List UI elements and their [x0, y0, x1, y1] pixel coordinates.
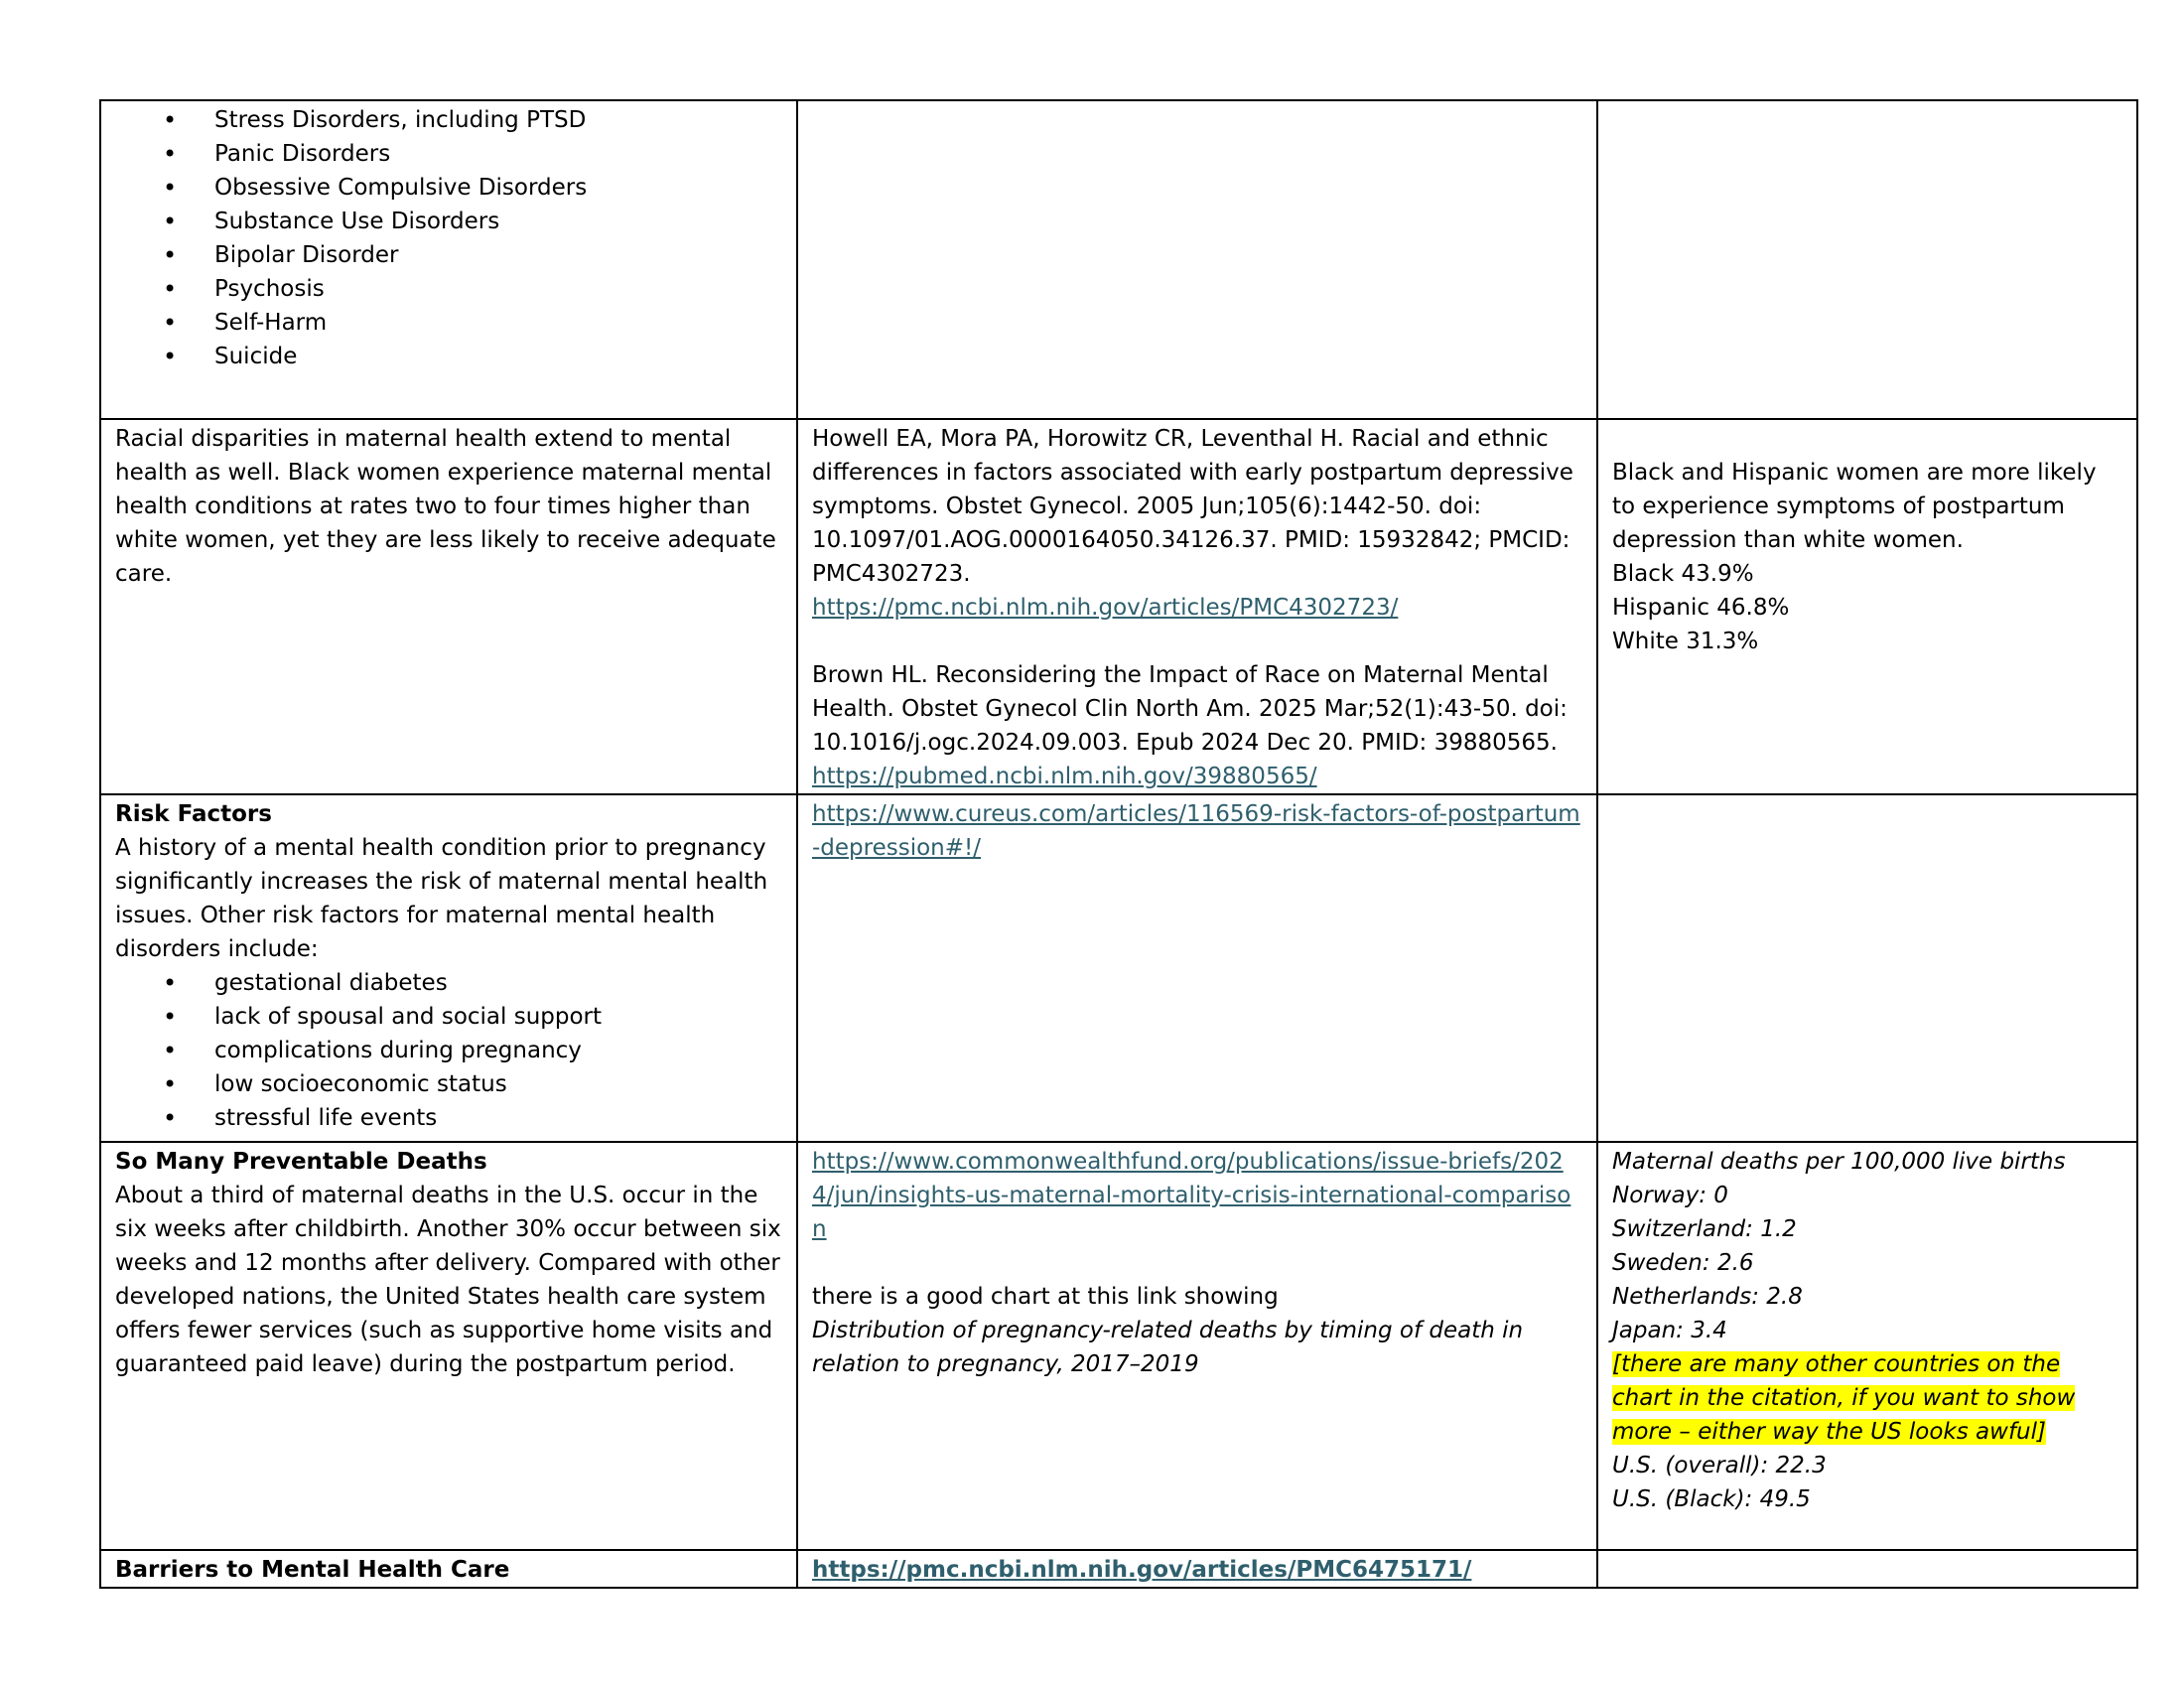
- stat-line: Switzerland: 1.2: [1612, 1216, 1797, 1242]
- stat-line: White 31.3%: [1612, 629, 1759, 654]
- list-item: • low socioeconomic status: [115, 1067, 782, 1101]
- risk-factors-list: [115, 966, 782, 1135]
- risk-factors-text: A history of a mental health condition prior to pregnancy significantly increases the risk of maternal mental health issues. Other risk factors for maternal mental health disorders include:: [115, 835, 768, 962]
- table-cell: [1597, 1550, 2137, 1588]
- citation-link[interactable]: https://pubmed.ncbi.nlm.nih.gov/39880565/: [812, 764, 1317, 789]
- section-heading: So Many Preventable Deaths: [115, 1149, 487, 1175]
- list-item: • Panic Disorders: [115, 137, 782, 171]
- list-item: • Stress Disorders, including PTSD: [115, 103, 782, 137]
- stats-title: Maternal deaths per 100,000 live births: [1612, 1149, 2066, 1175]
- highlighted-comment: [there are many other countries on the chart in the citation, if you want to show more – either way the US looks awful]: [1612, 1351, 2076, 1445]
- citation-link[interactable]: https://pmc.ncbi.nlm.nih.gov/articles/PMC6475171/: [812, 1557, 1472, 1583]
- postpartum-stats-intro: Black and Hispanic women are more likely to experience symptoms of postpartum depression than white women.: [1612, 460, 2097, 553]
- stat-line: Netherlands: 2.8: [1612, 1284, 1803, 1310]
- citation-link[interactable]: https://www.commonwealthfund.org/publications/issue-briefs/2024/jun/insights-us-maternal-mortality-crisis-international-comparison: [812, 1149, 1571, 1242]
- list-item: • Psychosis: [115, 272, 782, 306]
- citation-link[interactable]: https://pmc.ncbi.nlm.nih.gov/articles/PMC4302723/: [812, 595, 1399, 621]
- table-cell: [1597, 1142, 2137, 1550]
- chart-note: there is a good chart at this link showing: [812, 1284, 1279, 1310]
- section-heading: Risk Factors: [115, 801, 272, 827]
- table-cell: [797, 1142, 1597, 1550]
- citation-howell: Howell EA, Mora PA, Horowitz CR, Leventhal H. Racial and ethnic differences in factors associated with early postpartum depressive symptoms. Obstet Gynecol. 2005 Jun;105(6):1442-50. doi: 10.1097/01.AOG.0000164050.34126.37. PMID: 15932842; PMCID: PMC4302723.: [812, 426, 1573, 587]
- spacer: [812, 1246, 1582, 1280]
- spacer: [812, 625, 1582, 658]
- table-row: [100, 794, 2137, 1142]
- list-item: • lack of spousal and social support: [115, 1000, 782, 1034]
- table-cell: [100, 1142, 797, 1550]
- spacer: [1612, 422, 2122, 456]
- stat-line: U.S. (Black): 49.5: [1612, 1486, 1811, 1512]
- section-heading: Barriers to Mental Health Care: [115, 1557, 510, 1583]
- list-item: • stressful life events: [115, 1101, 782, 1135]
- table-cell: [797, 419, 1597, 794]
- list-item: • Self-Harm: [115, 306, 782, 340]
- list-item: • Suicide: [115, 340, 782, 373]
- table-cell: [797, 100, 1597, 419]
- table-cell: [1597, 419, 2137, 794]
- stat-line: Japan: 3.4: [1612, 1318, 1727, 1343]
- stat-line: Hispanic 46.8%: [1612, 595, 1790, 621]
- disorders-list: [115, 103, 782, 373]
- table-row: [100, 419, 2137, 794]
- table-cell: [797, 794, 1597, 1142]
- preventable-deaths-text: About a third of maternal deaths in the U.S. occur in the six weeks after childbirth. Another 30% occur between six weeks and 12 months after delivery. Compared with other developed nations, the United States health care system offers fewer services (such as supportive home visits and guaranteed paid leave) during the postpartum period.: [115, 1183, 781, 1377]
- list-item: • gestational diabetes: [115, 966, 782, 1000]
- list-item: • complications during pregnancy: [115, 1034, 782, 1067]
- table-cell: [100, 794, 797, 1142]
- stat-line: Norway: 0: [1612, 1183, 1728, 1208]
- citation-link[interactable]: https://www.cureus.com/articles/116569-risk-factors-of-postpartum-depression#!/: [812, 801, 1580, 861]
- racial-disparities-text: Racial disparities in maternal health extend to mental health as well. Black women experience maternal mental health conditions at rates two to four times higher than white women, yet they are less likely to receive adequate care.: [115, 426, 776, 587]
- table-row: [100, 1142, 2137, 1550]
- table-row: [100, 1550, 2137, 1588]
- content-table: [99, 99, 2138, 1589]
- stat-line: Sweden: 2.6: [1612, 1250, 1754, 1276]
- table-cell: [1597, 794, 2137, 1142]
- chart-title-note: Distribution of pregnancy-related deaths by timing of death in relation to pregnancy, 2017–2019: [812, 1318, 1524, 1377]
- table-row: [100, 100, 2137, 419]
- table-cell: [100, 419, 797, 794]
- table-cell: [1597, 100, 2137, 419]
- table-cell: [797, 1550, 1597, 1588]
- list-item: • Substance Use Disorders: [115, 205, 782, 238]
- list-item: • Obsessive Compulsive Disorders: [115, 171, 782, 205]
- list-item: • Bipolar Disorder: [115, 238, 782, 272]
- citation-brown: Brown HL. Reconsidering the Impact of Race on Maternal Mental Health. Obstet Gynecol Clin North Am. 2025 Mar;52(1):43-50. doi: 10.1016/j.ogc.2024.09.003. Epub 2024 Dec 20. PMID: 39880565.: [812, 662, 1568, 756]
- table-cell: [100, 1550, 797, 1588]
- stat-line: Black 43.9%: [1612, 561, 1754, 587]
- table-cell: [100, 100, 797, 419]
- stat-line: U.S. (overall): 22.3: [1612, 1453, 1827, 1478]
